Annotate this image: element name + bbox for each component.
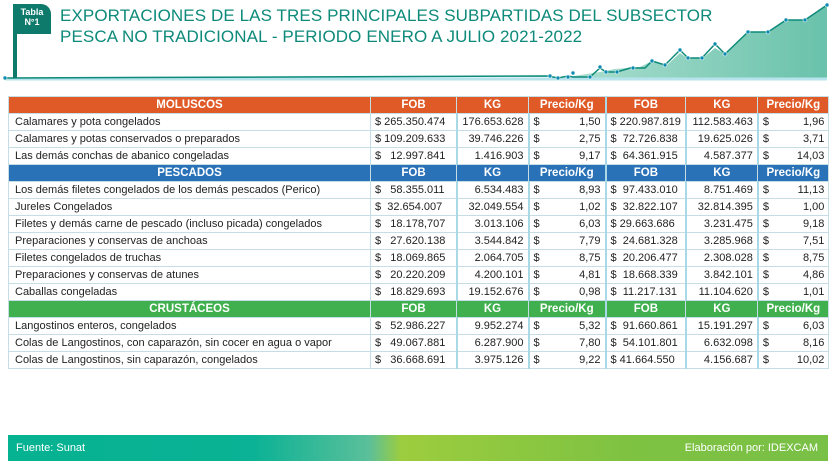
currency-symbol: $ <box>533 218 540 230</box>
table-row <box>9 131 829 148</box>
fob-2021: $ 18.069.865 <box>371 250 457 267</box>
product-label: Las demás conchas de abanico congeladas <box>9 148 371 165</box>
table-row <box>9 182 829 199</box>
kg-2021: 6.534.483 <box>457 182 529 199</box>
product-label: Colas de Langostinos, con caparazón, sin cocer en agua o vapor <box>9 335 371 352</box>
page-title <box>60 5 712 47</box>
product-label: Calamares y pota congelados <box>9 114 371 131</box>
currency-symbol: $ <box>533 286 540 298</box>
price-2022 <box>758 335 829 352</box>
currency-symbol: $ <box>762 116 769 128</box>
currency-symbol: $ <box>762 286 769 298</box>
table-row <box>9 284 829 301</box>
price-2022 <box>758 131 829 148</box>
kg-2022: 11.104.620 <box>686 284 758 301</box>
table-row <box>9 250 829 267</box>
column-header: KG <box>457 97 529 114</box>
table-row <box>9 267 829 284</box>
currency-symbol: $ <box>762 150 769 162</box>
price-value: 10,02 <box>796 354 825 366</box>
fob-2021: $ 265.350.474 <box>371 114 457 131</box>
kg-2021: 32.049.554 <box>457 199 529 216</box>
price-value: 8,75 <box>579 252 601 264</box>
fob-2021: $ 18.829.693 <box>371 284 457 301</box>
kg-2022: 3.842.101 <box>686 267 758 284</box>
price-value: 4,86 <box>802 269 825 281</box>
currency-symbol: $ <box>533 269 540 281</box>
price-value: 1,01 <box>802 286 825 298</box>
table-row <box>9 318 829 335</box>
kg-2022: 6.632.098 <box>686 335 758 352</box>
price-value: 1,02 <box>579 201 601 213</box>
currency-symbol: $ <box>533 116 540 128</box>
title-line2: PESCA NO TRADICIONAL - PERIODO ENERO A JULIO 2021-2022 <box>60 27 583 46</box>
section-name: CRUSTÁCEOS <box>9 301 371 318</box>
fob-2022: $ 97.433.010 <box>606 182 686 199</box>
price-value: 4,81 <box>579 269 601 281</box>
price-2022 <box>758 182 829 199</box>
fob-2021: $ 27.620.138 <box>371 233 457 250</box>
kg-2021: 3.013.106 <box>457 216 529 233</box>
price-2021 <box>529 216 606 233</box>
price-value: 0,98 <box>579 286 601 298</box>
price-2021 <box>529 131 606 148</box>
price-2022 <box>758 114 829 131</box>
column-header: Precio/Kg <box>758 97 829 114</box>
currency-symbol: $ <box>533 184 540 196</box>
price-2022 <box>758 352 829 369</box>
price-value: 9,17 <box>579 150 601 162</box>
currency-symbol: $ <box>533 235 540 247</box>
kg-2022: 112.583.463 <box>686 114 758 131</box>
product-label: Langostinos enteros, congelados <box>9 318 371 335</box>
section-header <box>9 165 829 182</box>
fob-2021: $ 109.209.633 <box>371 131 457 148</box>
product-label: Preparaciones y conservas de atunes <box>9 267 371 284</box>
kg-2021: 39.746.226 <box>457 131 529 148</box>
fob-2022: $ 72.726.838 <box>606 131 686 148</box>
currency-symbol: $ <box>762 201 769 213</box>
currency-symbol: $ <box>533 150 540 162</box>
price-value: 6,03 <box>579 218 601 230</box>
price-value: 11,13 <box>797 184 825 196</box>
column-header: KG <box>457 301 529 318</box>
price-2021 <box>529 352 606 369</box>
price-2022 <box>758 318 829 335</box>
fob-2022: $ 29.663.686 <box>606 216 686 233</box>
table-row <box>9 114 829 131</box>
title-line1: EXPORTACIONES DE LAS TRES PRINCIPALES SUBPARTIDAS DEL SUBSECTOR <box>60 6 713 25</box>
price-2021 <box>529 250 606 267</box>
exports-table <box>8 96 829 369</box>
price-2022 <box>758 199 829 216</box>
table-row <box>9 233 829 250</box>
kg-2022: 19.625.026 <box>686 131 758 148</box>
price-2021 <box>529 267 606 284</box>
price-value: 6,03 <box>802 320 825 332</box>
column-header: Precio/Kg <box>758 301 829 318</box>
table-body <box>9 97 829 369</box>
currency-symbol: $ <box>762 235 769 247</box>
column-header: Precio/Kg <box>529 301 606 318</box>
kg-2021: 9.952.274 <box>457 318 529 335</box>
price-value: 5,32 <box>579 320 601 332</box>
price-2021 <box>529 233 606 250</box>
product-label: Calamares y potas conservados o preparados <box>9 131 371 148</box>
table-row <box>9 335 829 352</box>
kg-2021: 3.544.842 <box>457 233 529 250</box>
currency-symbol: $ <box>533 337 540 349</box>
price-value: 3,71 <box>802 133 825 145</box>
fob-2022: $ 220.987.819 <box>606 114 686 131</box>
price-2022 <box>758 233 829 250</box>
table-row <box>9 352 829 369</box>
fob-2021: $ 32.654.007 <box>371 199 457 216</box>
kg-2021: 4.200.101 <box>457 267 529 284</box>
fob-2022: $ 91.660.861 <box>606 318 686 335</box>
section-name: MOLUSCOS <box>9 97 371 114</box>
price-2022 <box>758 284 829 301</box>
kg-2022: 2.308.028 <box>686 250 758 267</box>
price-value: 7,79 <box>579 235 601 247</box>
fob-2021: $ 52.986.227 <box>371 318 457 335</box>
kg-2021: 176.653.628 <box>457 114 529 131</box>
fob-2021: $ 12.997.841 <box>371 148 457 165</box>
fob-2021: $ 20.220.209 <box>371 267 457 284</box>
column-header: FOB <box>606 301 686 318</box>
fob-2022: $ 64.361.915 <box>606 148 686 165</box>
currency-symbol: $ <box>533 201 540 213</box>
table-row <box>9 199 829 216</box>
price-2021 <box>529 318 606 335</box>
currency-symbol: $ <box>762 133 769 145</box>
product-label: Colas de Langostinos, sin caparazón, congelados <box>9 352 371 369</box>
price-2022 <box>758 250 829 267</box>
product-label: Preparaciones y conservas de anchoas <box>9 233 371 250</box>
price-value: 1,96 <box>802 116 825 128</box>
currency-symbol: $ <box>762 354 769 366</box>
kg-2021: 6.287.900 <box>457 335 529 352</box>
price-2021 <box>529 114 606 131</box>
kg-2021: 2.064.705 <box>457 250 529 267</box>
kg-2022: 3.285.968 <box>686 233 758 250</box>
kg-2021: 3.975.126 <box>457 352 529 369</box>
fob-2022: $ 54.101.801 <box>606 335 686 352</box>
fob-2021: $ 18.178,707 <box>371 216 457 233</box>
fob-2022: $ 24.681.328 <box>606 233 686 250</box>
price-2021 <box>529 199 606 216</box>
kg-2022: 32.814.395 <box>686 199 758 216</box>
footer <box>8 435 828 461</box>
currency-symbol: $ <box>533 354 540 366</box>
kg-2022: 15.191.297 <box>686 318 758 335</box>
column-header: KG <box>457 165 529 182</box>
source-text: Fuente: Sunat <box>16 442 86 454</box>
product-label: Filetes congelados de truchas <box>9 250 371 267</box>
kg-2021: 1.416.903 <box>457 148 529 165</box>
column-header: FOB <box>371 97 457 114</box>
fob-2022: $ 41.664.550 <box>606 352 686 369</box>
price-2021 <box>529 182 606 199</box>
fob-2022: $ 20.206.477 <box>606 250 686 267</box>
column-header: Precio/Kg <box>529 165 606 182</box>
column-header: FOB <box>606 97 686 114</box>
credit-text: Elaboración por: IDEXCAM <box>684 442 818 454</box>
price-2022 <box>758 148 829 165</box>
badge-stem <box>13 30 17 78</box>
badge-line1: Tabla <box>20 7 44 17</box>
fob-2022: $ 18.668.339 <box>606 267 686 284</box>
fob-2021: $ 49.067.881 <box>371 335 457 352</box>
header <box>0 0 835 90</box>
section-header <box>9 301 829 318</box>
kg-2022: 4.156.687 <box>686 352 758 369</box>
column-header: FOB <box>371 301 457 318</box>
price-2022 <box>758 216 829 233</box>
price-value: 9,22 <box>579 354 601 366</box>
fob-2022: $ 11.217.131 <box>606 284 686 301</box>
currency-symbol: $ <box>762 218 769 230</box>
column-header: KG <box>686 97 758 114</box>
price-value: 9,18 <box>802 218 825 230</box>
currency-symbol: $ <box>762 320 769 332</box>
fob-2022: $ 32.822.107 <box>606 199 686 216</box>
section-name: PESCADOS <box>9 165 371 182</box>
table-row <box>9 216 829 233</box>
table-row <box>9 148 829 165</box>
fob-2021: $ 58.355.011 <box>371 182 457 199</box>
currency-symbol: $ <box>762 269 769 281</box>
currency-symbol: $ <box>533 133 540 145</box>
badge-line2: N°1 <box>24 17 40 27</box>
column-header: FOB <box>606 165 686 182</box>
price-value: 1,00 <box>802 201 825 213</box>
column-header: KG <box>686 301 758 318</box>
table-badge <box>13 4 51 34</box>
price-value: 7,80 <box>579 337 601 349</box>
currency-symbol: $ <box>762 184 769 196</box>
section-header <box>9 97 829 114</box>
fob-2021: $ 36.668.691 <box>371 352 457 369</box>
currency-symbol: $ <box>762 337 769 349</box>
currency-symbol: $ <box>533 252 540 264</box>
column-header: FOB <box>371 165 457 182</box>
kg-2022: 8.751.469 <box>686 182 758 199</box>
price-value: 1,50 <box>579 116 601 128</box>
column-header: KG <box>686 165 758 182</box>
column-header: Precio/Kg <box>529 97 606 114</box>
price-2021 <box>529 284 606 301</box>
product-label: Los demás filetes congelados de los demás pescados (Perico) <box>9 182 371 199</box>
currency-symbol: $ <box>762 252 769 264</box>
column-header: Precio/Kg <box>758 165 829 182</box>
product-label: Caballas congeladas <box>9 284 371 301</box>
price-2021 <box>529 335 606 352</box>
kg-2022: 4.587.377 <box>686 148 758 165</box>
product-label: Jureles Congelados <box>9 199 371 216</box>
product-label: Filetes y demás carne de pescado (incluso picada) congelados <box>9 216 371 233</box>
price-2022 <box>758 267 829 284</box>
currency-symbol: $ <box>533 320 540 332</box>
price-value: 7,51 <box>802 235 825 247</box>
price-2021 <box>529 148 606 165</box>
price-value: 8,93 <box>579 184 601 196</box>
price-value: 8,75 <box>802 252 825 264</box>
kg-2022: 3.231.475 <box>686 216 758 233</box>
price-value: 2,75 <box>579 133 601 145</box>
kg-2021: 19.152.676 <box>457 284 529 301</box>
price-value: 14,03 <box>796 150 825 162</box>
price-value: 8,16 <box>802 337 825 349</box>
